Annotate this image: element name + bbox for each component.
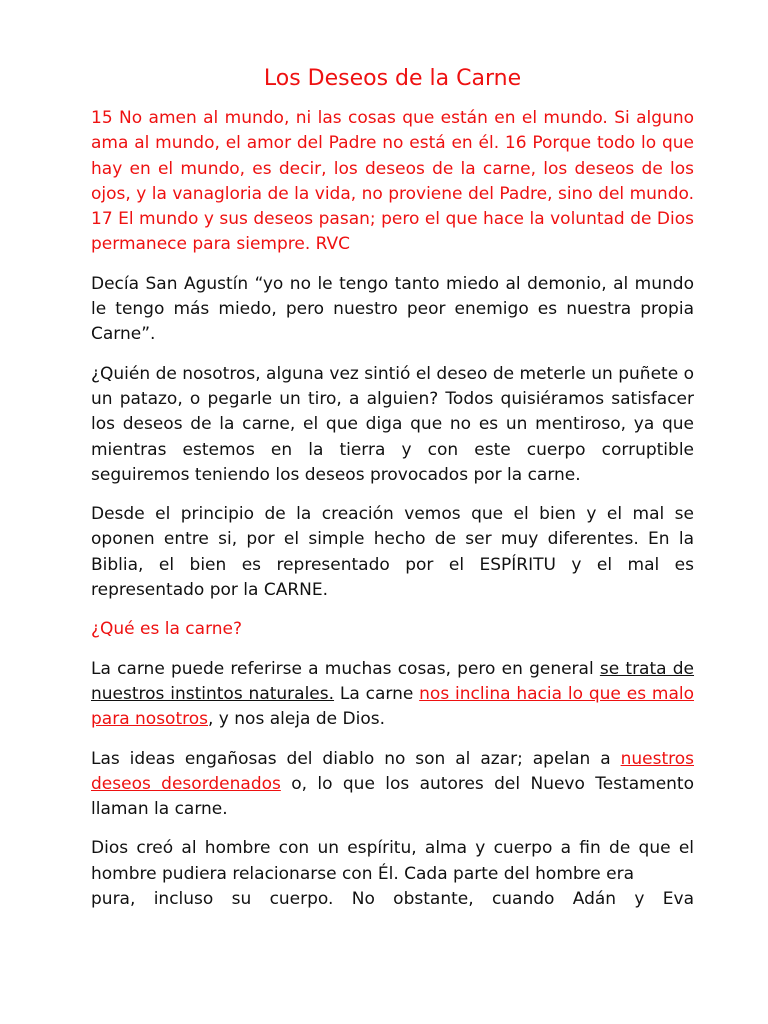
ideas-text-part2: o, lo que los autores del Nuevo Testamento llaman la carne. [91,773,694,820]
dios-last-line-text: pura, incluso su cuerpo. No obstante, cuando Adán y Eva [91,889,694,910]
carne-text-part2: La carne [334,683,420,704]
ideas-text-part1: Las ideas engañosas del diablo no son al azar; apelan a [91,748,621,769]
page-title: Los Deseos de la Carne [263,66,522,91]
carne-underlined-instincts: se trata de nuestros instintos naturales. [91,658,695,704]
bible-verse-paragraph: 15 No amen al mundo, ni las cosas que están en el mundo. Si alguno ama al mundo, el amor del Padre no está en él. 16 Porque todo lo que hay en el mundo, es decir, los deseos de la carne, los deseos de los ojos, y la vanagloria de la vida, no proviene del Padre, sino del mundo. 17 El mundo y sus deseos pasan; pero el que hace la voluntad de Dios permanece para siempre. RVC [91,108,694,255]
carne-underlined-inclination: nos inclina hacia lo que es malo para nosotros [91,683,694,730]
dios-text-last-line [91,887,694,912]
creation-paragraph: Desde el principio de la creación vemos que el bien y el mal se oponen entre si, por el simple hecho de ser muy diferentes. En la Biblia, el bien es representado por el ESPÍRITU y el mal es representado por la CARNE. [91,504,694,601]
question-paragraph: ¿Quién de nosotros, alguna vez sintió el deseo de meterle un puñete o un patazo, o pegarle un tiro, a alguien? Todos quisiéramos satisfacer los deseos de la carne, el que diga que no es un mentiroso, ya que mientras estemos en la tierra y con este cuerpo corruptible seguiremos teniendo los deseos provocados por la carne. [91,363,694,485]
carne-text-part3: , y nos aleja de Dios. [208,709,385,730]
dios-text-main: Dios creó al hombre con un espíritu, alma y cuerpo a fin de que el hombre pudiera relacionarse con Él. Cada parte del hombre era [91,838,694,884]
deceptive-ideas-paragraph [91,747,694,823]
ideas-underlined-desires: nuestros deseos desordenados [91,748,694,794]
carne-definition-paragraph [91,657,694,733]
carne-text-part1: La carne puede referirse a muchas cosas, pero en general [91,658,600,679]
section-heading-que-es-la-carne: ¿Qué es la carne? [91,619,243,640]
augustine-quote-paragraph: Decía San Agustín “yo no le tengo tanto miedo al demonio, al mundo le tengo más miedo, pero nuestro peor enemigo es nuestra propia Carne”. [91,273,694,345]
creation-of-man-paragraph [91,836,694,912]
